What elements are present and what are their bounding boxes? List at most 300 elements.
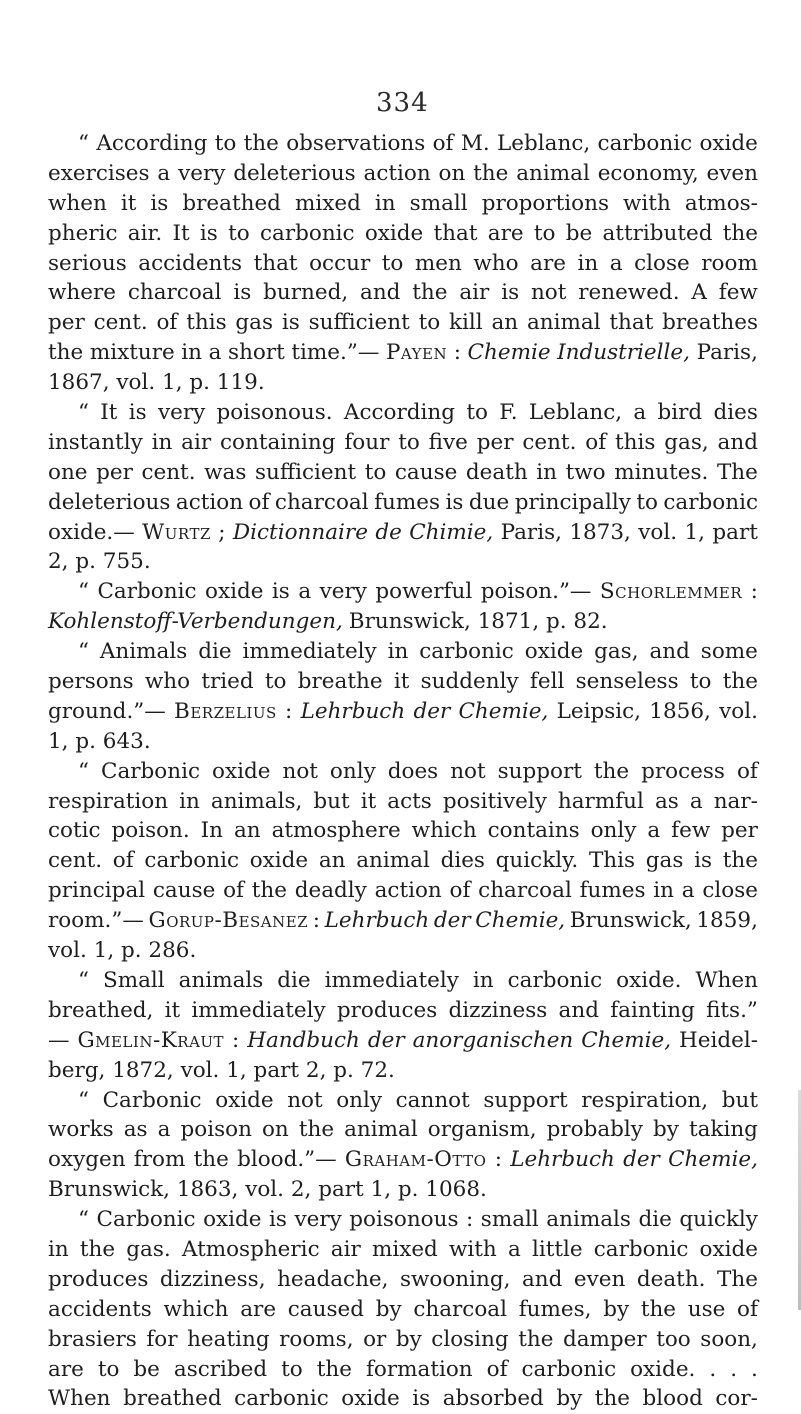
word: in [181,340,203,366]
text-line [48,278,758,308]
word: F. [499,400,518,426]
word: . [709,1356,717,1382]
word: minutes. [614,459,709,485]
word: observations [286,131,426,156]
word: is [199,220,218,246]
text-run: vol. 1, p. 286. [48,938,197,964]
word: when [48,190,107,216]
word: charcoal [274,489,369,515]
word: blood [642,1386,703,1412]
word: to [381,250,404,276]
text-line [48,1235,758,1265]
word: close [702,878,758,904]
word: as [654,788,679,814]
word: ascribed [173,1356,268,1382]
word: it [360,788,377,814]
word: of [248,489,270,515]
text-line [48,816,758,846]
word: die [277,967,311,993]
word: per [96,459,133,485]
word: in [48,1236,69,1262]
word: oxide [212,758,271,784]
word: does [387,758,439,784]
word: it [164,997,181,1023]
word: but [721,1087,758,1113]
italic-word: der [433,908,471,934]
word: atmosphere [271,818,401,844]
word: in [653,878,675,904]
word: attributed [602,220,713,246]
word: Paris, [500,519,562,545]
word: not [450,758,486,784]
word: “ [78,1207,89,1233]
word: the [412,280,448,306]
word: “ [78,579,89,605]
word: tried [201,669,254,695]
word: is [281,310,300,336]
word: heating [187,1326,270,1352]
word: proportions [481,190,609,216]
word: headache, [277,1266,389,1292]
word: ; [218,519,226,545]
word: to [97,1356,120,1382]
word: room [701,250,758,276]
text-line [48,906,758,936]
word: only [590,818,637,844]
text-run: 1, p. 643. [48,728,151,754]
word: Paris, [696,340,758,366]
word: by [375,1296,402,1322]
word: serious [48,250,127,276]
word: and [521,1266,563,1292]
word: are [487,220,524,246]
word: of [223,878,245,904]
word: : [312,908,321,934]
word: . [751,1356,758,1382]
word: action [175,489,244,515]
word: where [48,280,116,306]
word: are [530,250,566,276]
text-run: berg, 1872, vol. 1, part 2, p. 72. [48,1057,395,1083]
author-word: Wurtz [142,519,211,545]
word: carbonic [593,1236,689,1262]
word: is [271,579,290,605]
word: of [737,1296,758,1322]
word: of [112,848,134,874]
word: poison. [111,818,190,844]
word: the [640,1296,677,1322]
word: immediately [191,997,326,1023]
word: “ [78,131,89,156]
word: is [694,848,712,874]
word: very [319,579,367,605]
word: it [393,669,410,695]
text-line [48,1265,758,1295]
word: exercises [48,160,150,186]
word: closing [431,1326,509,1352]
word: process [641,758,725,784]
word: the [298,1117,335,1143]
word: part [712,519,758,545]
word: According [343,400,456,426]
word: economy, [597,160,699,186]
word: Carbonic [102,1087,202,1113]
text-line [48,1384,758,1414]
text-line [48,727,758,757]
word: cotic [48,818,101,844]
word: In [200,818,224,844]
word: works [48,1117,114,1143]
word: : [453,340,461,366]
word: : [466,1207,474,1233]
word: an [233,818,261,844]
word: fits.” [706,997,758,1023]
italic-word: anorganischen [412,1027,574,1053]
word: to [228,220,250,246]
word: positively [442,788,547,814]
word: carbonic [259,220,355,246]
word: the [722,669,758,695]
text-line [48,1175,758,1205]
word: the [79,1236,116,1262]
author-word: Graham-Otto [344,1147,487,1173]
word: It [172,220,190,246]
word: a [507,1236,521,1262]
word: dies [440,848,485,874]
word: oxide [699,131,758,156]
word: room.”— [48,908,144,934]
text-line [48,189,758,219]
word: oxide [205,579,264,605]
word: carbonic [597,131,693,156]
word: few [671,818,711,844]
author-word: Schorlemmer [599,579,743,605]
word: a [157,1117,171,1143]
word: powerful [375,579,473,605]
word: even [706,160,758,186]
word: and [558,997,599,1023]
word: caused [287,1296,364,1322]
italic-word: Industrielle, [557,340,690,366]
word: vol. [638,519,678,545]
italic-word: Chemie, [458,698,549,724]
word: senseless [575,669,679,695]
word: taking [688,1117,758,1143]
word: It [100,400,118,426]
word: very [157,400,206,426]
word: which [163,1296,229,1322]
word: oxide [341,1386,400,1412]
word: : [232,1027,240,1053]
text-run: 1867, vol. 1, p. 119. [48,370,265,396]
word: close [634,250,690,276]
text-line [48,518,758,548]
word: carbonic [419,639,514,665]
word: which [411,818,477,844]
word: a [647,818,661,844]
text-line [48,876,758,906]
text-line [48,1056,758,1086]
text-line [48,428,758,458]
word: gas. [126,1236,171,1262]
word: 1856, [649,698,711,724]
word: M. [460,131,490,156]
word: one [48,459,88,485]
word: contains [487,818,580,844]
text-line [48,996,758,1026]
author-word: Gorup-Besanez [148,908,309,934]
word: by [653,1117,679,1143]
text-line [48,1115,758,1145]
word: is [269,1207,287,1233]
text-line [48,1145,758,1175]
word: immediately [324,967,459,993]
word: mixed [371,1236,438,1262]
word: deadly [294,878,367,904]
text-line [48,488,758,518]
text-block [48,129,758,1414]
word: air. [127,220,163,246]
word: rooms, [279,1326,354,1352]
word: support [497,758,582,784]
word: only [336,1087,383,1113]
word: in [536,459,558,485]
word: bird [657,400,703,426]
word: fumes, [518,1296,592,1322]
word: animals [546,1207,631,1233]
word: soon, [700,1326,758,1352]
word: that [253,250,298,276]
word: very [178,160,226,186]
word: suddenly [420,669,519,695]
text-run: Brunswick, 1871, p. 82. [348,609,608,635]
word: on [438,160,466,186]
italic-word: de [375,519,402,545]
word: sufficient [308,310,410,336]
word: an [491,310,519,336]
word: “ [78,967,89,993]
word: mixed [294,190,361,216]
word: is [412,1386,431,1412]
text-line [48,787,758,817]
word: principally [514,489,631,515]
text-line [48,249,758,279]
word: organism, [427,1117,537,1143]
word: the [722,848,758,874]
word: per [48,310,85,336]
word: and [649,639,690,665]
word: oxide [524,639,584,665]
word: are [48,1356,84,1382]
word: is [233,280,252,306]
word: Leblanc, [528,400,623,426]
word: an [318,848,346,874]
italic-word: der [623,1147,660,1173]
word: five [428,429,468,455]
word: gas, [594,639,639,665]
word: from [133,1147,186,1173]
word: of [486,1356,508,1382]
italic-word: Dictionnaire [232,519,368,545]
word: some [700,639,758,665]
word: too [656,1326,691,1352]
text-line [48,637,758,667]
word: persons [48,669,134,695]
text-line [48,1355,758,1385]
word: are [240,1296,277,1322]
word: Carbonic [96,1207,196,1233]
text-line [48,667,758,697]
word: in [374,190,396,216]
word: 1, [684,519,705,545]
word: oxide [364,220,424,246]
text-line [48,338,758,368]
word: of [736,758,758,784]
word: short [228,340,285,366]
word: carbonic [663,489,758,515]
word: is [150,190,169,216]
word: “ [78,1087,89,1113]
word: the [316,1356,352,1382]
word: poison [180,1117,252,1143]
word: animal [344,1117,418,1143]
word: fainting [610,997,695,1023]
word: a [689,788,703,814]
word: breathed, [48,997,154,1023]
word: of [156,310,178,336]
word: atmos- [684,190,758,216]
word: “ [78,639,89,665]
word: to [214,131,237,156]
italic-word: der [367,1027,405,1053]
word: : [750,579,758,605]
word: fumes [374,489,441,515]
text-line [48,697,758,727]
word: animal [516,160,590,186]
word: fumes [579,878,646,904]
word: breathed [123,1386,222,1412]
word: a [609,250,623,276]
word: absorbed [442,1386,544,1412]
word: to [636,489,658,515]
word: swooning, [399,1266,511,1292]
word: a [208,340,222,366]
text-line [48,966,758,996]
word: as [123,1117,148,1143]
word: According [96,131,208,156]
word: deleterious [233,160,356,186]
word: not [530,280,567,306]
word: pheric [48,220,118,246]
word: and [360,280,401,306]
word: on [261,1117,289,1143]
text-line [48,1086,758,1116]
word: 1859, [696,908,758,934]
word: the [722,220,758,246]
word: cor- [715,1386,758,1412]
text-line [48,936,758,966]
word: death [465,459,528,485]
text-line [48,846,758,876]
word: animal [526,310,601,336]
word: probably [546,1117,643,1143]
word: carbonic [144,848,240,874]
word: be [565,220,593,246]
word: A [691,280,707,306]
word: cause [394,459,458,485]
word: per [721,818,758,844]
word: in [179,788,200,814]
word: only [329,758,376,784]
italic-title: Kohlenstoff-Verbendungen, [48,609,343,635]
word: four [344,429,390,455]
word: The [716,459,758,485]
word: cause [152,878,216,904]
author-word: Gmelin-Kraut [77,1027,225,1053]
word: oxide. [630,1356,696,1382]
word: a [681,878,695,904]
word: and [717,429,758,455]
word: air [330,1236,361,1262]
text-line [48,1026,758,1056]
word: This [588,848,636,874]
word: who [144,669,191,695]
word: in [387,639,409,665]
word: support [483,1087,568,1113]
word: oxide. [616,967,682,993]
word: to [418,310,441,336]
italic-word: Handbuch [247,1027,360,1053]
text-line [48,368,758,398]
word: air [459,280,490,306]
text-line [48,1205,758,1235]
word: is [501,280,520,306]
word: or [363,1326,387,1352]
word: with [623,190,671,216]
word: containing [219,429,336,455]
word: few [718,280,758,306]
word: Small [102,967,165,993]
word: respiration, [581,1087,709,1113]
word: oxide [699,1236,758,1262]
word: gas [645,848,684,874]
word: oxygen [48,1147,126,1173]
word: “ [78,400,89,426]
italic-word: Chemie, [581,1027,672,1053]
word: breathe [297,669,383,695]
text-line [48,308,758,338]
word: fell [529,669,565,695]
word: immediately [242,639,377,665]
word: deleterious [48,489,171,515]
word: the [593,758,630,784]
word: the [473,160,509,186]
text-line [48,1295,758,1325]
word: dizziness, [159,1266,266,1292]
word: of [585,429,607,455]
word: the [243,131,279,156]
word: that [609,310,654,336]
word: that [433,220,478,246]
word: brasiers [48,1326,137,1352]
word: by [395,1326,422,1352]
word: mixture [89,340,175,366]
word: carbonic [507,967,603,993]
word: Animals [99,639,188,665]
word: is [128,400,147,426]
word: When [48,1386,111,1412]
word: “ [78,758,89,784]
